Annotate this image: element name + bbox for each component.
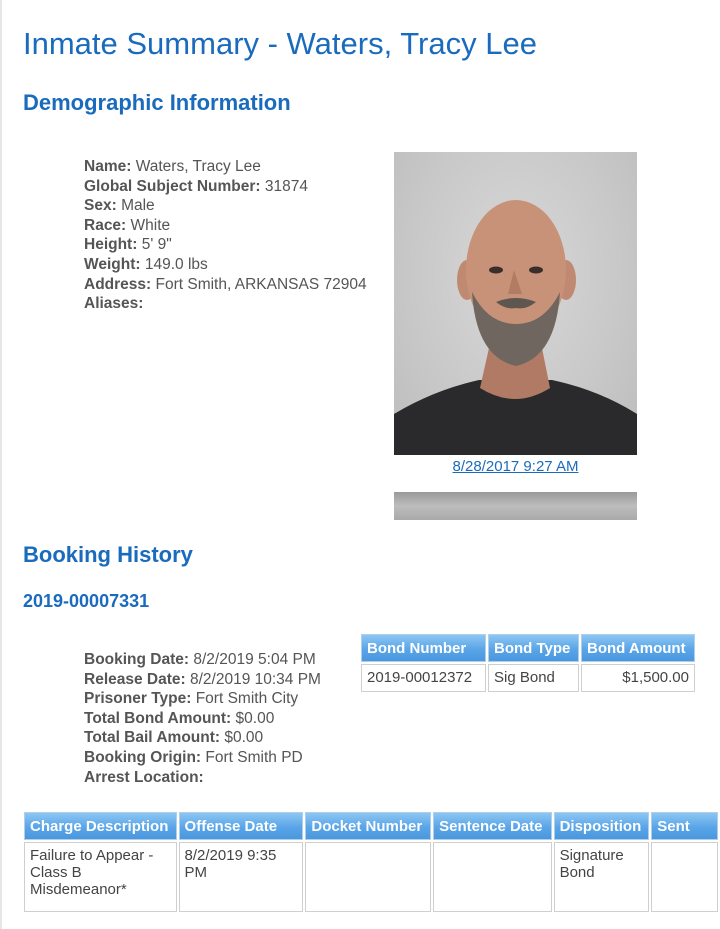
field-address: Address: Fort Smith, ARKANSAS 72904: [84, 275, 367, 293]
bond-number-cell: 2019-00012372: [361, 664, 486, 692]
sentence-date-cell: [433, 842, 551, 912]
bond-table-header: [361, 634, 695, 662]
table-row: [24, 842, 718, 912]
docket-number-cell: [305, 842, 431, 912]
col-sentence-date: Sentence Date: [433, 812, 551, 840]
booking-number: 2019-00007331: [23, 591, 150, 611]
table-row: [361, 664, 695, 692]
field-global-subject-number: Global Subject Number: 31874: [84, 177, 308, 195]
offense-date-cell: 8/2/2019 9:35 PM: [179, 842, 304, 912]
col-bond-type: Bond Type: [488, 634, 579, 662]
bond-type-cell: Sig Bond: [488, 664, 579, 692]
field-arrest-location: Arrest Location:: [84, 768, 204, 786]
inmate-photo[interactable]: [394, 152, 637, 455]
col-offense-date: Offense Date: [179, 812, 304, 840]
col-charge-description: Charge Description: [24, 812, 177, 840]
col-bond-amount: Bond Amount: [581, 634, 695, 662]
field-total-bail-amount: Total Bail Amount: $0.00: [84, 729, 264, 747]
field-total-bond-amount: Total Bond Amount: $0.00: [84, 709, 275, 727]
field-height: Height: 5' 9": [84, 236, 172, 254]
photo-date-link[interactable]: 8/28/2017 9:27 AM: [452, 458, 579, 475]
field-name: Name: Waters, Tracy Lee: [84, 158, 261, 175]
field-aliases: Aliases:: [84, 295, 144, 313]
booking-fields: [84, 650, 321, 787]
field-weight: Weight: 149.0 lbs: [84, 255, 208, 273]
field-booking-origin: Booking Origin: Fort Smith PD: [84, 748, 303, 766]
page-title: Inmate Summary - Waters, Tracy Lee: [23, 26, 537, 61]
booking-history-heading: Booking History: [23, 542, 193, 567]
charge-description-cell: Failure to Appear - Class B Misdemeanor*: [24, 842, 177, 912]
demographic-heading: Demographic Information: [23, 90, 291, 115]
col-disposition: Disposition: [554, 812, 650, 840]
col-docket-number: Docket Number: [305, 812, 431, 840]
field-booking-date: Booking Date: 8/2/2019 5:04 PM: [84, 651, 316, 668]
col-bond-number: Bond Number: [361, 634, 486, 662]
mugshot-illustration: [394, 152, 637, 455]
field-prisoner-type: Prisoner Type: Fort Smith City: [84, 690, 299, 708]
charge-table-header: [24, 812, 718, 840]
disposition-cell: Signature Bond: [554, 842, 650, 912]
field-race: Race: White: [84, 216, 171, 234]
field-sex: Sex: Male: [84, 197, 155, 215]
demographic-fields: [84, 157, 367, 314]
bond-amount-cell: $1,500.00: [581, 664, 695, 692]
page-left-border: [0, 0, 2, 929]
bond-table: [359, 632, 697, 694]
field-release-date: Release Date: 8/2/2019 10:34 PM: [84, 670, 321, 688]
sentence-cell: [651, 842, 718, 912]
col-sentence: Sent: [651, 812, 718, 840]
charge-table: [22, 810, 720, 914]
secondary-photo-thumbnail[interactable]: [394, 492, 637, 520]
